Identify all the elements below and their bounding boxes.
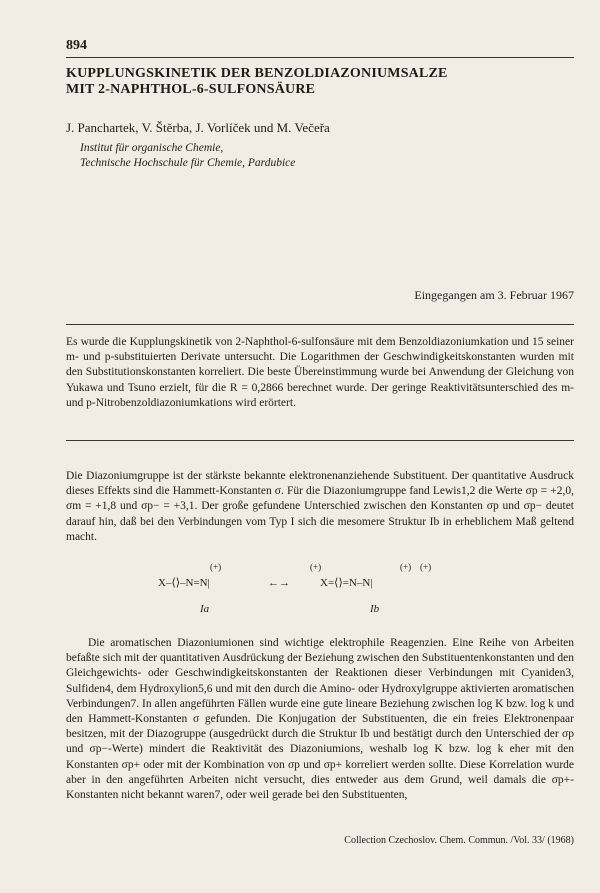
page-number: 894 (66, 38, 87, 53)
abstract-bottom-rule (66, 440, 574, 441)
title-line-2: MIT 2-NAPHTHOL-6-SULFONSÄURE (66, 82, 316, 97)
journal-footer: Collection Czechoslov. Chem. Commun. /Vol. 33/ (1968) (344, 835, 574, 846)
paragraph-1-text: Die Diazoniumgruppe ist der stärkste bekannte elektronenanziehende Substituent. Der quantitative Ausdruck dieses Effekts sind die Hammett-Konstanten σ. Für die Diazoniumgruppe fand Lewis1,2 die Werte σp = +2,0, σm = +1,8 und σp− = +3,1. Der große gefundene Unterschied zwischen den Konstanten σp und σp− deutet darauf hin, daß bei den Verbindungen vom Typ I sich die mesomere Struktur Ib in erheblichem Maß geltend macht. (66, 470, 574, 543)
structure-ib-formula: X=⟨⟩=N–N| (320, 577, 373, 589)
structure-ib-charge-1: (+) (310, 562, 322, 572)
structure-ia-label: Ia (200, 603, 210, 615)
paragraph-2-text: Die aromatischen Diazoniumionen sind wichtige elektrophile Reagenzien. Eine Reihe von Arbeiten befaßte sich mit der quantitativen Ausdrückung der Beziehung zwischen den Substituentenkonstanten und den Gleichgewichts- oder Geschwindigkeitskonstanten der Reaktionen dieser Verbindungen mit Cyaniden3, Sulfiden4, dem Hydroxylion5,6 und mit den durch die Amino- oder Hydroxylgruppe aktivierten aromatischen Verbindungen7. In allen angeführten Fällen wurde eine gute lineare Beziehung zwischen log K bzw. log k und den Hammett-Konstanten σ gefunden. Die Konjugation der Substituenten, die ein freies Elektronenpaar besitzen, mit der Diazogruppe (ausgedrückt durch die Struktur Ib und bestätigt durch den Unterschied der σp und σp−-Werte) mindert die Reaktivität des Diazoniumions, weshalb log K bzw. log k eher mit den Konstanten σp+ oder mit der Kombination von σp und σp+ korreliert werden sollte. Diese Korrelation wurde aber in den angeführten Arbeiten nicht versucht, dies entweder aus dem Grund, weil damals die σp+-Konstanten nicht bekannt waren7, oder weil gerade bei den Substituenten, (66, 637, 574, 802)
affiliation-line-2: Technische Hochschule für Chemie, Pardubice (80, 157, 296, 169)
abstract-top-rule (66, 324, 574, 325)
structure-ib-charge-2: (+) (400, 562, 412, 572)
affiliation (80, 141, 295, 171)
affiliation-line-1: Institut für organische Chemie, (80, 142, 224, 154)
paragraph-2 (66, 636, 574, 803)
structure-diagram (150, 556, 470, 618)
abstract: Es wurde die Kupplungskinetik von 2-Naphthol-6-sulfonsäure mit dem Benzoldiazoniumkation und 15 seiner m- und p-substituierten Derivate untersucht. Die Logarithmen der Geschwindigkeitskonstanten wurden mit den Substitutionskonstanten korreliert. Die beste Übereinstimmung wurde bei Anwendung der Gleichung von Yukawa und Tsuno erzielt, für die R = 0,2866 berechnet wurde. Der geringe Reaktivitätsunterschied des m-und p-Nitrobenzoldiazoniumkations wird erörtert. (66, 336, 574, 409)
top-rule (66, 57, 574, 58)
paragraph-1 (66, 469, 574, 545)
received-date: Eingegangen am 3. Februar 1967 (414, 288, 574, 302)
resonance-arrow: ←→ (268, 577, 290, 589)
authors: J. Panchartek, V. Štěrba, J. Vorlíček und M. Večeřa (66, 120, 330, 135)
article-title (66, 66, 574, 98)
chemical-structures (150, 556, 470, 618)
structure-ia-charge: (+) (210, 562, 222, 572)
structure-ia-formula: X–⟨⟩–N=N| (158, 577, 210, 589)
structure-ib-charge-3: (+) (420, 562, 432, 572)
title-line-1: KUPPLUNGSKINETIK DER BENZOLDIAZONIUMSALZE (66, 66, 448, 81)
structure-ib-label: Ib (370, 603, 380, 615)
